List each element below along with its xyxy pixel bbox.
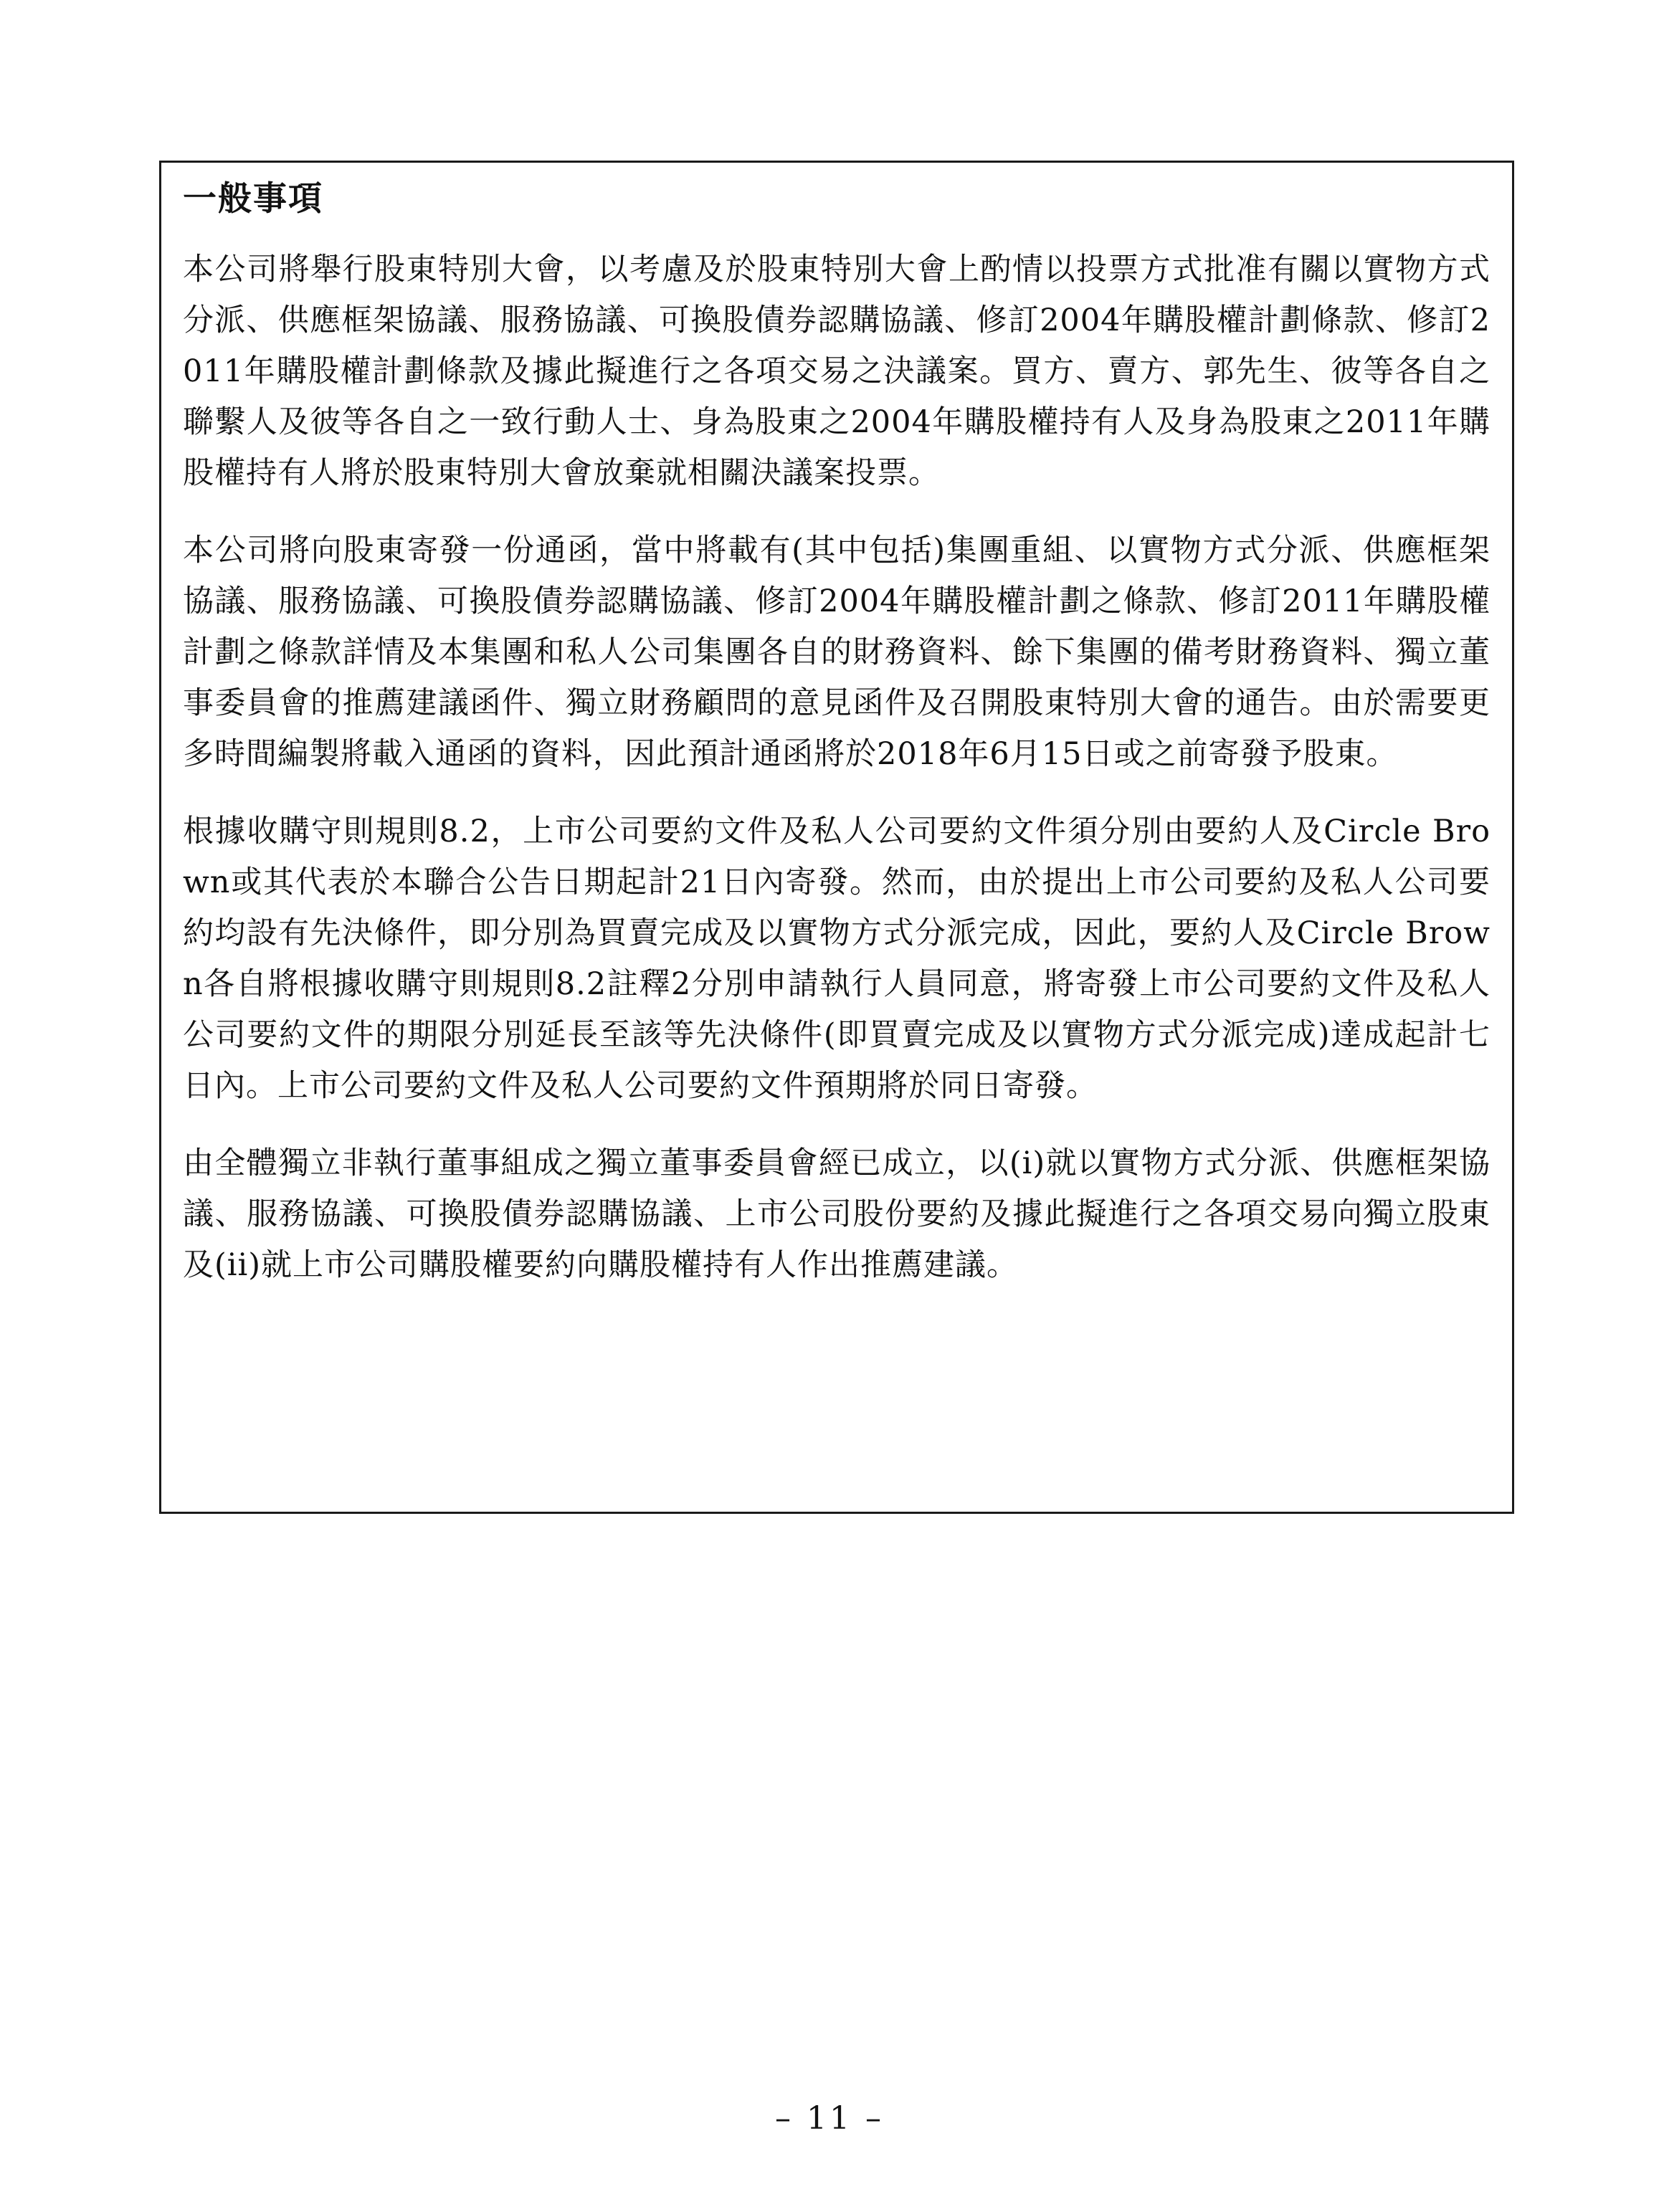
paragraph-offer-documents: 根據收購守則規則8.2，上市公司要約文件及私人公司要約文件須分別由要約人及Circle Brown或其代表於本聯合公告日期起計21日內寄發。然而，由於提出上市公司要約及私人公司要約均設有先決條件，即分別為買賣完成及以實物方式分派完成，因此，要約人及Circle Brown各自將根據收購守則規則8.2註釋2分別申請執行人員同意，將寄發上市公司要約文件及私人公司要約文件的期限分別延長至該等先決條件(即買賣完成及以實物方式分派完成)達成起計七日內。上市公司要約文件及私人公司要約文件預期將於同日寄發。 bbox=[183, 814, 1491, 1104]
paragraph-egm: 本公司將舉行股東特別大會，以考慮及於股東特別大會上酌情以投票方式批准有關以實物方式分派、供應框架協議、服務協議、可換股債券認購協議、修訂2004年購股權計劃條款、修訂2011年購股權計劃條款及據此擬進行之各項交易之決議案。買方、賣方、郭先生、彼等各自之聯繫人及彼等各自之一致行動人士、身為股東之2004年購股權持有人及身為股東之2011年購股權持有人將於股東特別大會放棄就相關決議案投票。 bbox=[183, 252, 1491, 491]
page-number: – 11 – bbox=[775, 2100, 884, 2137]
paragraph-circular: 本公司將向股東寄發一份通函，當中將載有(其中包括)集團重組、以實物方式分派、供應框架協議、服務協議、可換股債券認購協議、修訂2004年購股權計劃之條款、修訂2011年購股權計劃之條款詳情及本集團和私人公司集團各自的財務資料、餘下集團的備考財務資料、獨立董事委員會的推薦建議函件、獨立財務顧問的意見函件及召開股東特別大會的通告。由於需要更多時間編製將載入通函的資料，因此預計通函將於2018年6月15日或之前寄發予股東。 bbox=[183, 533, 1491, 772]
section-title: 一般事項 bbox=[183, 179, 323, 219]
paragraph-independent-board-committee: 由全體獨立非執行董事組成之獨立董事委員會經已成立，以(i)就以實物方式分派、供應框架協議、服務協議、可換股債券認購協議、上市公司股份要約及據此擬進行之各項交易向獨立股東及(ii)就上市公司購股權要約向購股權持有人作出推薦建議。 bbox=[183, 1145, 1491, 1283]
general-matters-box bbox=[159, 161, 1514, 1514]
